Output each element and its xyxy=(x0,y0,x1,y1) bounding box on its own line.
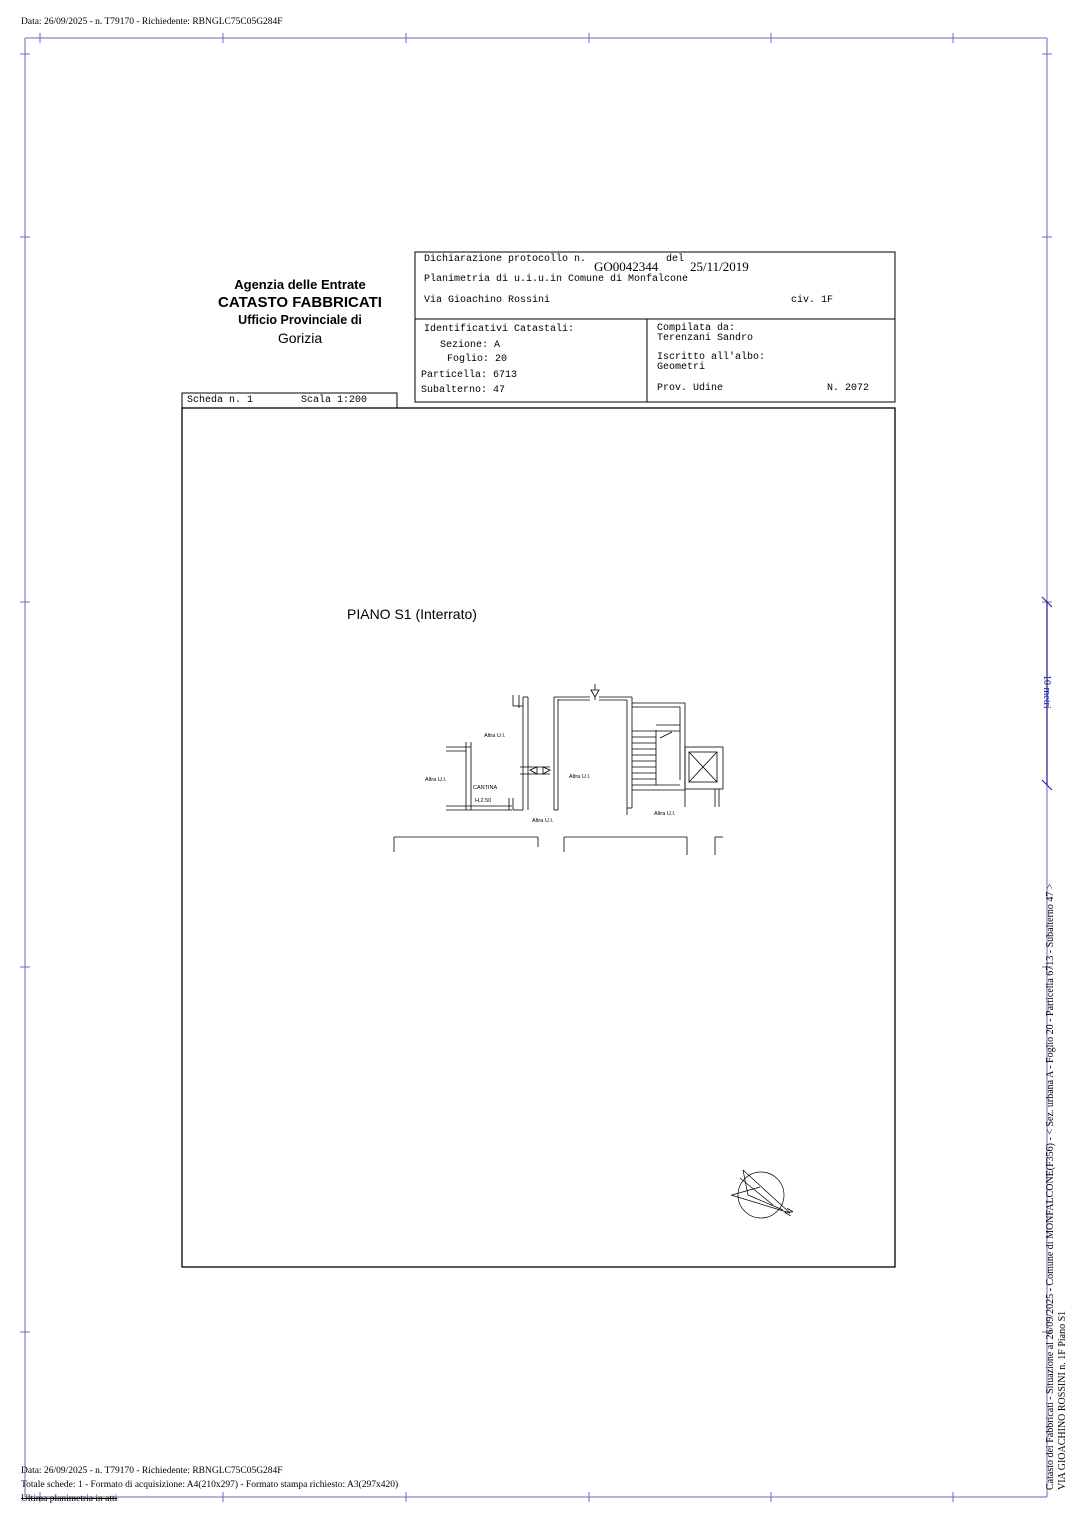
footer-format-info: Totale schede: 1 - Formato di acquisizione: A4(210x297) - Formato stampa richiesto: A3(297x420) xyxy=(21,1480,399,1490)
header-request-info: Data: 26/09/2025 - n. T79170 - Richiedente: RBNGLC75C05G284F xyxy=(21,17,283,27)
footer-last-plan: Ultima planimetria in atti xyxy=(21,1494,118,1504)
albo-number: N. 2072 xyxy=(827,383,870,394)
compiler-name: Terenzani Sandro xyxy=(657,333,754,344)
protocol-label: Dichiarazione protocollo n. xyxy=(424,254,587,265)
protocol-number: GO0042344 xyxy=(594,259,659,274)
floor-label: PIANO S1 (Interrato) xyxy=(347,606,477,622)
plan-label-altra-ui-left: Altra U.I. xyxy=(425,777,447,783)
albo-label: Iscritto all'albo: xyxy=(657,352,766,363)
planimetria-line: Planimetria di u.i.u.in Comune di Monfalcone xyxy=(424,274,689,285)
province: Prov. Udine xyxy=(657,383,724,394)
footer-request-info: Data: 26/09/2025 - n. T79170 - Richiedente: RBNGLC75C05G284F xyxy=(21,1466,283,1476)
side-note-line2: VIA GIOACHINO ROSSINI n. 1F Piano S1 xyxy=(1057,1310,1068,1490)
scheda-number: Scheda n. 1 xyxy=(187,395,254,406)
north-label: N xyxy=(783,1206,797,1219)
declaration-date: 25/11/2019 xyxy=(690,259,749,274)
catasto-title: CATASTO FABBRICATI xyxy=(218,294,382,311)
scale-bar-label: 10 metri xyxy=(1041,675,1052,709)
identifiers-heading: Identificativi Catastali: xyxy=(424,324,575,335)
particella: Particella: 6713 xyxy=(421,370,518,381)
subalterno: Subalterno: 47 xyxy=(421,385,506,396)
plan-label-cantina: CANTINA xyxy=(473,785,498,791)
side-note xyxy=(1045,883,1069,1490)
albo-value: Geometri xyxy=(657,362,706,373)
side-note-line1: Catasto dei Fabbricati - Situazione al 26/09/2025 - Comune di MONFALCONE(F356) - < Sez. urbana A - Foglio 20 - Particella 6713 - Subalterno 47 > xyxy=(1045,883,1056,1490)
date-label: del xyxy=(666,254,685,265)
foglio: Foglio: 20 xyxy=(447,354,508,365)
city-name: Gorizia xyxy=(277,330,323,346)
plan-label-altra-ui-center: Altra U.I. xyxy=(569,774,591,780)
office-name: Ufficio Provinciale di xyxy=(238,313,362,327)
agency-name: Agenzia delle Entrate xyxy=(234,277,366,292)
plan-label-height: H.2.50 xyxy=(475,798,492,804)
street-line: Via Gioachino Rossini xyxy=(424,295,551,306)
north-compass-icon xyxy=(731,1170,790,1218)
scale-value: Scala 1:200 xyxy=(301,395,368,406)
plan-label-altra-ui-bottom: Altra U.I. xyxy=(532,818,554,824)
plan-label-altra-ui-top: Altra U.I. xyxy=(484,733,506,739)
sezione: Sezione: A xyxy=(440,340,501,351)
compilata-label: Compilata da: xyxy=(657,323,736,334)
plan-label-altra-ui-right: Altra U.I. xyxy=(654,811,676,817)
civ-number: civ. 1F xyxy=(791,295,834,306)
